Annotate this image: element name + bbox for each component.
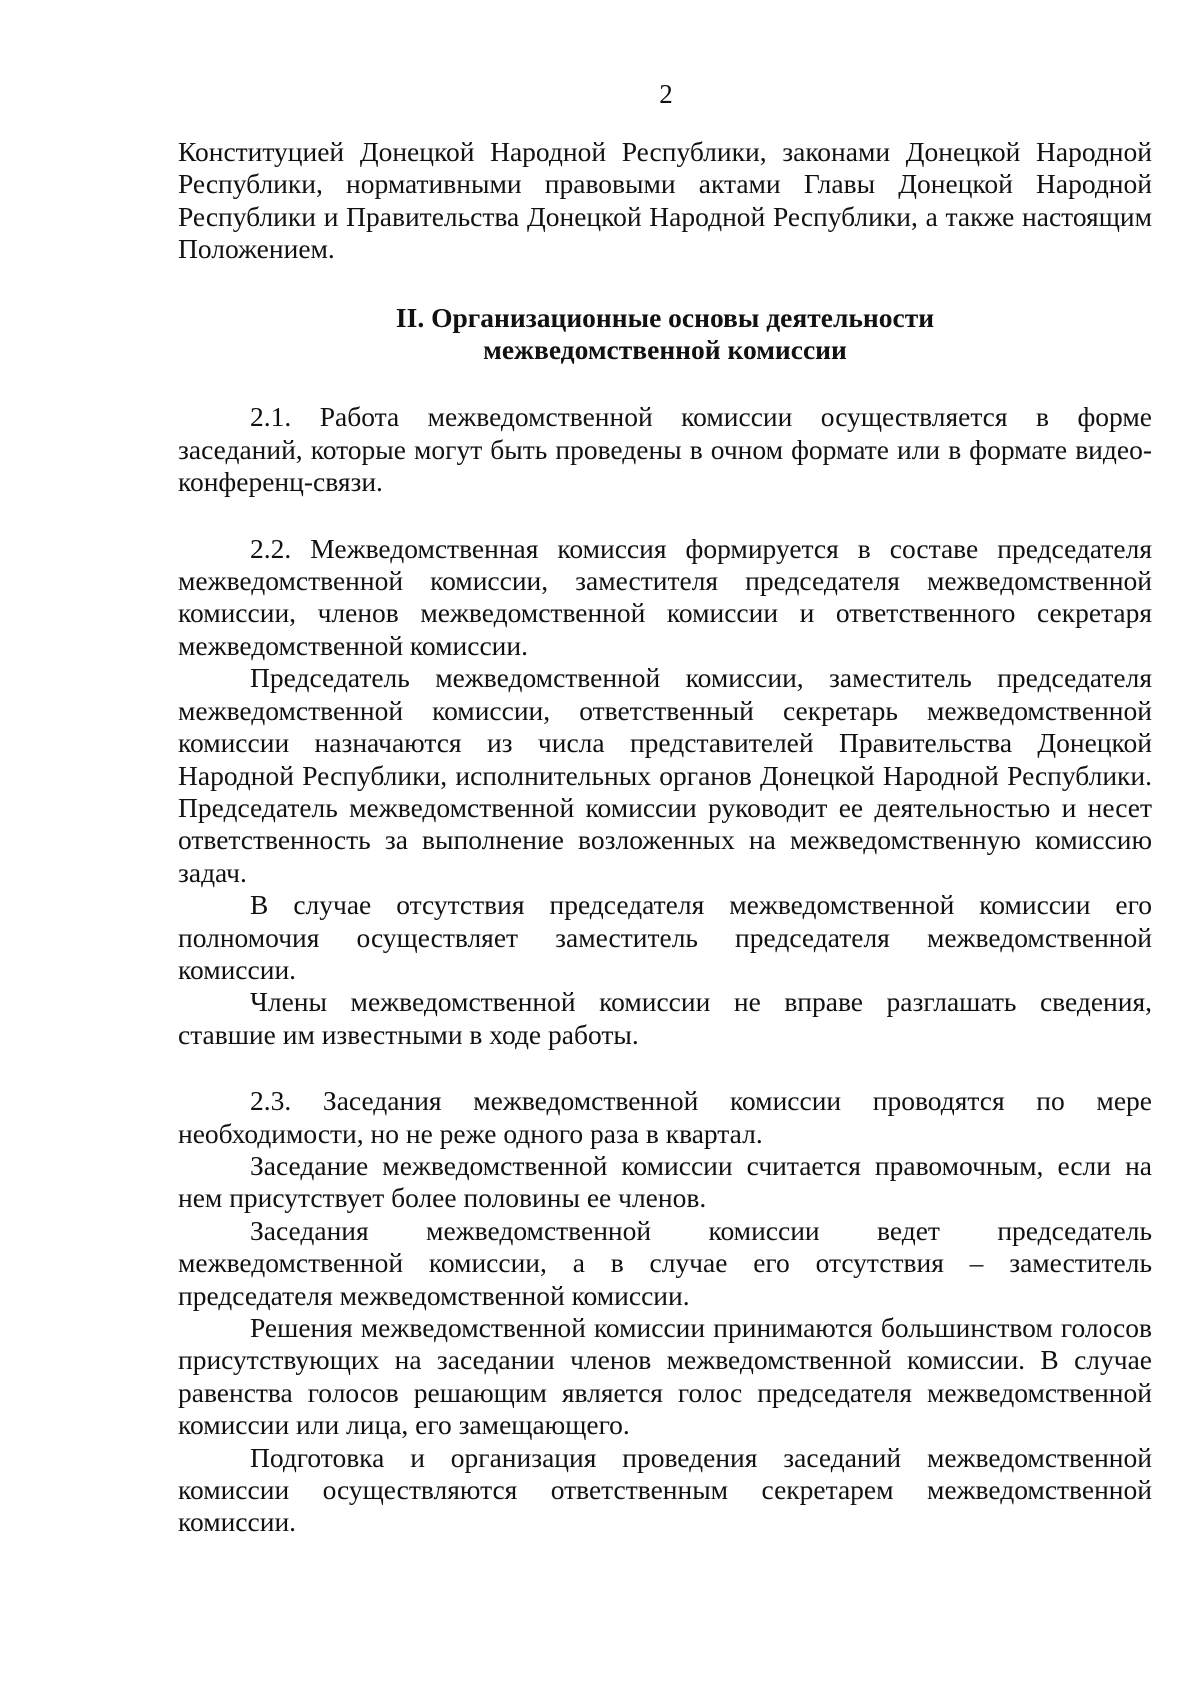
section-heading-line-2: межведомственной комиссии (483, 334, 847, 366)
clause-2-2-paragraph: В случае отсутствия председателя межведомственной комиссии его полномочия осуществляет заместитель председателя межведомственной комиссии. (178, 889, 1152, 985)
document-body (178, 136, 1152, 1539)
clause-2-2-paragraph: Председатель межведомственной комиссии, заместитель председателя межведомственной комиссии, ответственный секретарь межведомственной комиссии назначаются из числа представителей Правительства Донецкой Народной Республики, исполнительных органов Донецкой Народной Республики. Председатель межведомственной комиссии руководит ее деятельностью и несет ответственность за выполнение возложенных на межведомственную комиссию задач. (178, 662, 1152, 888)
clause-2-2-paragraph: Члены межведомственной комиссии не вправе разглашать сведения, ставшие им известными в ходе работы. (178, 986, 1152, 1050)
intro-paragraph: Конституцией Донецкой Народной Республики, законами Донецкой Народной Республики, нормативными правовыми актами Главы Донецкой Народной Республики и Правительства Донецкой Народной Республики, а также настоящим Положением. (178, 136, 1152, 265)
page-number: 2 (659, 79, 673, 109)
clause-2-3-paragraph: Заседания межведомственной комиссии ведет председатель межведомственной комиссии, а в случае его отсутствия – заместитель председателя межведомственной комиссии. (178, 1214, 1152, 1311)
section-heading (178, 302, 1152, 367)
clause-2-3-paragraph: Заседание межведомственной комиссии считается правомочным, если на нем присутствует более половины ее членов. (178, 1149, 1152, 1214)
clause-2-1: 2.1. Работа межведомственной комиссии осуществляется в форме заседаний, которые могут быть проведены в очном формате или в формате видео-конференц-связи. (178, 401, 1152, 498)
clause-2-3-paragraph: Подготовка и организация проведения заседаний межведомственной комиссии осуществляются ответственным секретарем межведомственной комиссии. (178, 1441, 1152, 1538)
clause-2-3-paragraph: Решения межведомственной комиссии принимаются большинством голосов присутствующих на заседании членов межведомственной комиссии. В случае равенства голосов решающим является голос председателя межведомственной комиссии или лица, его замещающего. (178, 1312, 1152, 1441)
section-heading-line-1: II. Организационные основы деятельности (395, 301, 935, 333)
clause-2-3-paragraph: 2.3. Заседания межведомственной комиссии проводятся по мере необходимости, но не реже одного раза в квартал. (178, 1085, 1152, 1149)
clause-2-2-paragraph: 2.2. Межведомственная комиссия формируется в составе председателя межведомственной комиссии, заместителя председателя межведомственной комиссии, членов межведомственной комиссии и ответственного секретаря межведомственной комиссии. (178, 532, 1152, 661)
